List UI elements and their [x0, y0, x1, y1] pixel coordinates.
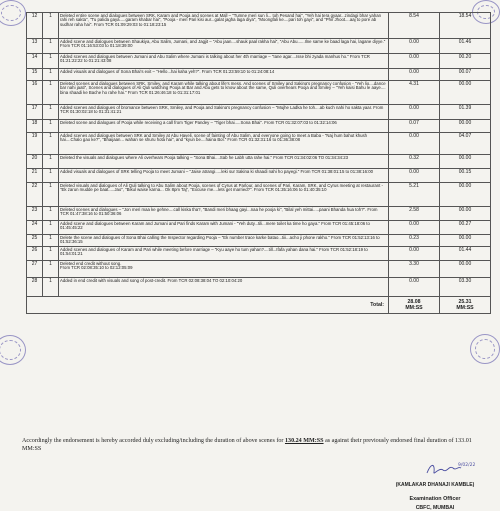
table-row [27, 54, 491, 69]
row-number: 13 [27, 39, 43, 54]
row-count: 1 [43, 105, 59, 120]
duration-deleted: 0.00 [389, 278, 440, 297]
row-count: 1 [43, 235, 59, 247]
table-row [27, 120, 491, 133]
duration-added: 00.00 [440, 261, 491, 278]
table-row [27, 183, 491, 207]
scene-description: Deleted end credit without song. From TCR 02:08:35:10 to 02:12:05:09 [59, 261, 389, 278]
duration-deleted: 5.21 [389, 183, 440, 207]
duration-added: 01.39 [440, 105, 491, 120]
duration-added: 00.07 [440, 69, 491, 81]
row-number: 20 [27, 155, 43, 169]
seal-stamp [470, 334, 500, 364]
scene-description: Added scenes and dialogues of Karam and Pari while meeting before marriage – "Kyu aaye ho tum yahan?....till...Ifafa yahan dana hai." From TCR 01:52:18:19 to 01:54:01:21 [59, 247, 389, 261]
scene-description: Added scenes and dialogues of bromance between SRK, Smiley, and Pooja and Sakina's pregnancy confusion – "Mujhe Ladka he toh....ab kuch nahi ho sakta yaar. From TCR 01:30:02:18 to 01:31:41:21 [59, 105, 389, 120]
duration-deleted: 0.00 [389, 247, 440, 261]
duration-deleted: 0.00 [389, 133, 440, 155]
row-number: 14 [27, 54, 43, 69]
row-number: 26 [27, 247, 43, 261]
duration-added: 00.00 [440, 183, 491, 207]
seal-stamp [0, 335, 26, 365]
scene-description: Deleted entire scene and dialogues between SRK, Karam and Pooja and scenes at Mall – "Tumne meri sun li... toh Pesand hai", "Yeh hai tera gyaar...zindagi bhar yahan rahi reh sakta", "Tu palida gaya.....garam khabar hai", "Pooja - meri Pari kisi aur...galat jagha laga diya", "Moongfali ke....pari toh gayi", and "Phir Jhoot....aaj to pore ab sudhar raha hai". From TCR 01:09:29:03 to 01:18:23:15 [59, 13, 389, 39]
row-count: 1 [43, 39, 59, 54]
scene-description: Added visuals and dialogues of Sona Bhai's exit – "Hello...hai kaha yeh?". From TCR 01:23:59:10 to 01:24:08:14 [59, 69, 389, 81]
scene-description: Deleted visuals and dialogues of Ali Quli talking to Abu Salim about Pooja, scenes of Cyrus at Parlour, and scenes of Pari, Karam, SRK, and Cyrus meeting at restaurant - "Ek zarun mudde pe baat.....Jao", "Bikul waise karna... Ok 8pm Taj", "Excuse me....lets get married?". From TCR 01:35:16:06 to 01:40:35:10 [59, 183, 389, 207]
scene-description: Deleted scene and dialogues of Pooja while receiving a call from Tiger Pandey – "Tiger bhai.....Sona Bhai". From TCR 01:32:07:03 to 01:32:14:06 [59, 120, 389, 133]
total-row [27, 297, 491, 314]
duration-added: 03.30 [440, 278, 491, 297]
duration-deleted: 0.00 [389, 169, 440, 183]
handwritten-date: 9/02/22 [458, 463, 476, 468]
seal-stamp [0, 0, 26, 26]
row-count: 1 [43, 207, 59, 221]
endorsement-text: Accordingly the endorsement is hereby accorded duly excluding/including the duration of above scenes for 130.24 MM:SS as against their previously endorsed final duration of 133.01 MM:SS [22, 438, 472, 452]
row-count: 1 [43, 13, 59, 39]
row-number: 27 [27, 261, 43, 278]
table-row [27, 235, 491, 247]
row-number: 18 [27, 120, 43, 133]
new-duration: 130.24 MM:SS [284, 438, 324, 444]
duration-deleted: 4.31 [389, 81, 440, 105]
duration-deleted: 0.32 [389, 155, 440, 169]
duration-added: 00.20 [440, 54, 491, 69]
duration-deleted: 0.07 [389, 120, 440, 133]
duration-deleted: 0.00 [389, 54, 440, 69]
row-count: 1 [43, 278, 59, 297]
table-row [27, 221, 491, 235]
row-count: 1 [43, 169, 59, 183]
duration-added: 00.27 [440, 221, 491, 235]
row-count: 1 [43, 69, 59, 81]
row-number: 22 [27, 183, 43, 207]
scene-description: Added visuals and dialogues of SRK telling Pooja to meet Jumani – "Jaise atrangi.....leki sur Sakina ki shaadi nahi ho payegi." From TCR 01:38:01:15 to 01:38:16:00 [59, 169, 389, 183]
duration-deleted: 2.58 [389, 207, 440, 221]
table-row [27, 207, 491, 221]
row-number: 12 [27, 13, 43, 39]
row-count: 1 [43, 133, 59, 155]
row-number: 16 [27, 81, 43, 105]
signatory-title: Examination Officer [409, 496, 461, 502]
total-label: Total: [27, 297, 389, 314]
table-row [27, 278, 491, 297]
table-row [27, 39, 491, 54]
total-deleted: 28.08 MM:SS [389, 297, 440, 314]
row-count: 1 [43, 81, 59, 105]
signatory-name: (KAMLAKAR DHANAJI KAMBLE) [395, 482, 475, 488]
table-row [27, 81, 491, 105]
duration-added: 18.54 [440, 13, 491, 39]
scene-description: Deleted scenes and dialogues between SRK, Smiley, and Karam while talking about life's mess. And scenes of Smiley and Sakina's pregnancy confusion - "Yeh lio....dance bar nahi jaati", Scenes and dialogues of Ali Quli watching Pooja at Bar and Abu gets to know about the same, Quli overhears Pooja and Smiley – "Yeh kaisi Bahu le aaye.... bina shaadi ke Bache ho rahe hai." From TCR 01:26:46:18 to 01:31:17:01 [59, 81, 389, 105]
scene-description: Deleted the visuals and dialogues where Ali overhears Pooja talking – "Sona Bhai....Sab he Labh utta rahe hai." From TCR 01:34:02:06 TO 01:34:34:23 [59, 155, 389, 169]
row-count: 1 [43, 221, 59, 235]
row-number: 23 [27, 207, 43, 221]
duration-added: 00.00 [440, 81, 491, 105]
duration-deleted: 0.00 [389, 105, 440, 120]
duration-deleted: 8.54 [389, 13, 440, 39]
row-number: 21 [27, 169, 43, 183]
table-row [27, 155, 491, 169]
row-count: 1 [43, 120, 59, 133]
duration-deleted: 0.00 [389, 69, 440, 81]
row-number: 19 [27, 133, 43, 155]
signatory-org: CBFC, MUMBAI [415, 505, 455, 511]
table-row [27, 261, 491, 278]
duration-deleted: 3.30 [389, 261, 440, 278]
row-count: 1 [43, 54, 59, 69]
row-count: 1 [43, 183, 59, 207]
duration-added: 00.15 [440, 169, 491, 183]
scene-description: Deleted scenes and dialogues – "Jon meri maa ke gehne....call kiska tha?, "Bandi meri bhaag gayi...naa he pooja ki", "Bilal yeh mittai.....paani Bhanda hua toh?". From TCR 01:47:38:16 to 01:50:36:06 [59, 207, 389, 221]
scene-description: Added scene and dialogues between Karam and Jumani and Pari finds Karam with Jumani - "Yeh duty...tili...mere toilet ka time ho gaya." From TCR 01:45:18:06 to 01:45:45:22 [59, 221, 389, 235]
modifications-table [26, 12, 491, 314]
row-number: 17 [27, 105, 43, 120]
row-number: 24 [27, 221, 43, 235]
duration-added: 00.00 [440, 235, 491, 247]
table-row [27, 247, 491, 261]
table-row [27, 69, 491, 81]
row-count: 1 [43, 261, 59, 278]
duration-added: 04.07 [440, 133, 491, 155]
scene-description: Delete the scene and dialogues of Sona Bhai calling the Inspector regarding Pooja – "Ek number trace karke batao...tiii...acho ji phone rakho." From TCR 01:52:13:16 to 01:52:36:15 [59, 235, 389, 247]
table-row [27, 13, 491, 39]
scene-description: Added scenes and dialogues between Jumani and Abu Salim where Jumani is talking about her 4th marriage – "Iane agar....Isse bhi zyada manhus ho." From TCR 01:21:22:22 to 01:21:43:08 [59, 54, 389, 69]
scene-description: Added scenes and dialogues between SRK and Smiley at Abu Haveli, scene of fainting of Abu Salim, and everyone going to meet a Baba - "Naj hum bahut khush hai....Chalo gao ke?", "Bhaijaan... wahan se shuru hota hai", and "kyun be....haina Bol." From TCR 01:32:31:16 to 01:36:38:08 [59, 133, 389, 155]
signatory-block [376, 482, 494, 511]
row-number: 15 [27, 69, 43, 81]
row-count: 1 [43, 155, 59, 169]
table-row [27, 105, 491, 120]
table-row [27, 133, 491, 155]
duration-added: 01.44 [440, 247, 491, 261]
duration-added: 01.46 [440, 39, 491, 54]
duration-added: 00.00 [440, 155, 491, 169]
duration-deleted: 0.00 [389, 221, 440, 235]
handwritten-signature [425, 459, 476, 479]
table-row [27, 169, 491, 183]
row-number: 28 [27, 278, 43, 297]
scene-description: Added scene and dialogues between Shaukiya, Abu Salim, Jumani, and Jagjit – "Abu jaan....shauk paal rakha hai", "Abu Abu......Ilne same ke baad laga hai, lagane diyye." From TCR 01:16:53:03 to 01:18:39:00 [59, 39, 389, 54]
duration-added: 00.00 [440, 120, 491, 133]
scene-description: Added in end credit with visuals and song of post-credit. From TCR 02:08:38:04 TO 02:10:04:20 [59, 278, 389, 297]
duration-deleted: 0.00 [389, 39, 440, 54]
duration-added: 00.00 [440, 207, 491, 221]
duration-deleted: 0.23 [389, 235, 440, 247]
total-added: 25.31 MM:SS [440, 297, 491, 314]
row-number: 25 [27, 235, 43, 247]
row-count: 1 [43, 247, 59, 261]
